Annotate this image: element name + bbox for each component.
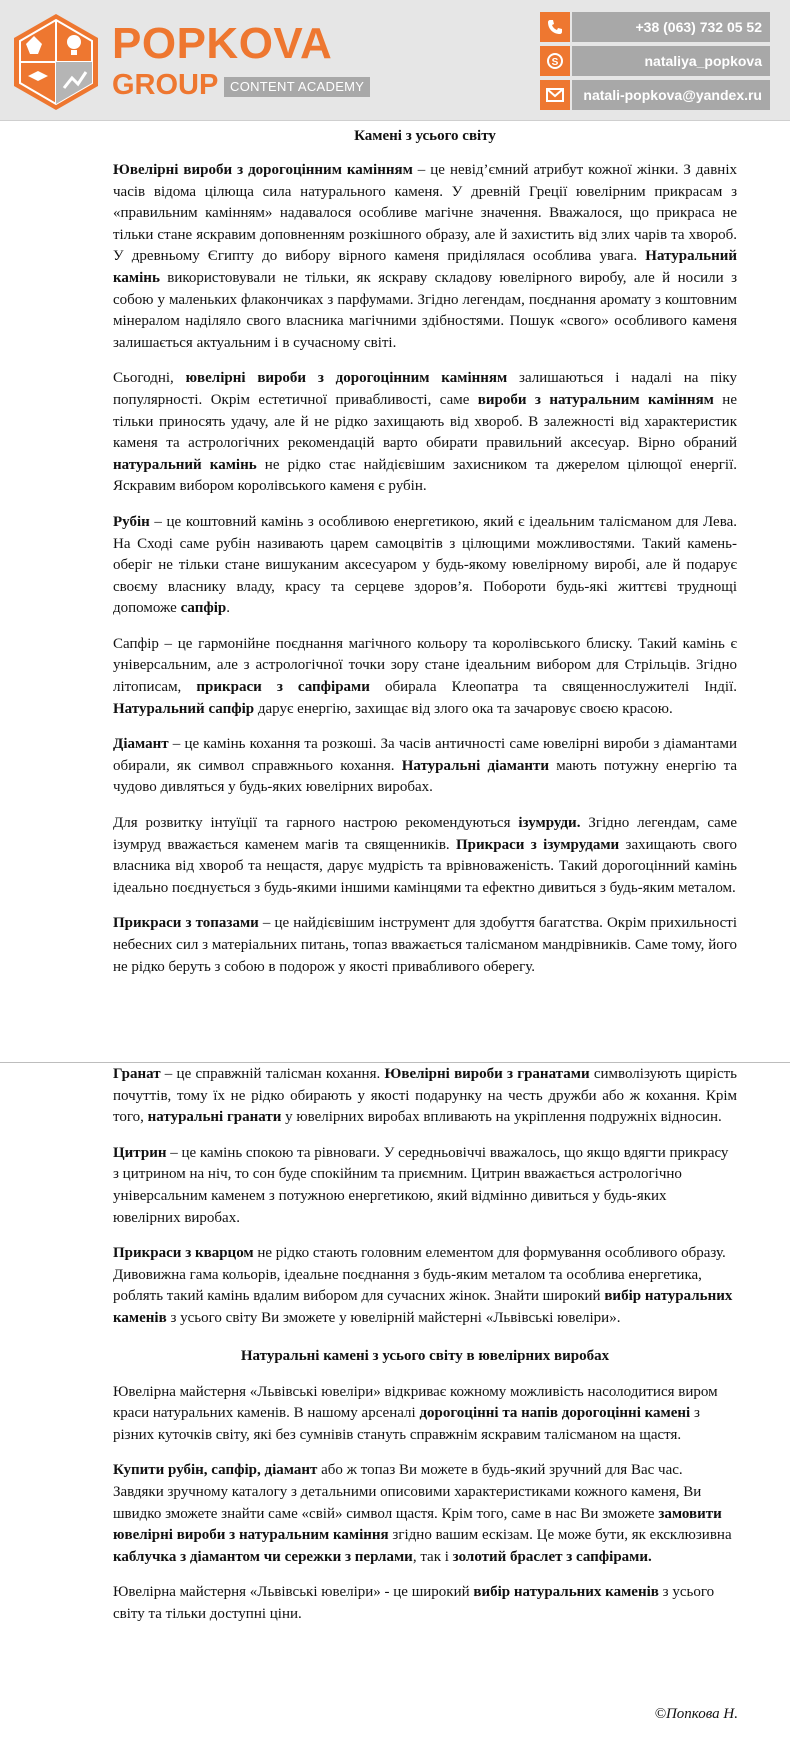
paragraph-sapphire: [113, 634, 737, 720]
paragraph-closing: [113, 1582, 737, 1625]
text: .: [226, 600, 231, 617]
text: захищають свого власника від хвороб та нещастя, дарує мудрість та врівноваженість. Такий дорогоцінний камінь ідеально поєднується з будь-якими іншими камінцями та ефектно дивиться з будь-яким металом.: [113, 836, 738, 896]
text: з усього світу Ви зможете у ювелірній майстерні «Львівські ювеліри».: [166, 1309, 621, 1326]
bold-text: натуральний камінь: [113, 456, 257, 473]
text: або ж топаз Ви можете в будь-який зручний для Вас час. Завдяки зручному каталогу з детальними описовими характеристиками кожного каменя, Ви швидко зможете знайти саме «свій» символ щастя. Крім того, саме в нас Ви зможете: [113, 1462, 702, 1522]
text: – це справжній талісман кохання.: [160, 1066, 385, 1082]
article-part-two: [113, 1064, 737, 1639]
email-address: natali-popkova@yandex.ru: [572, 80, 770, 110]
brand-tagline: CONTENT ACADEMY: [224, 77, 370, 97]
paragraph-buy: [113, 1460, 737, 1568]
text: не тільки приносять удачу, але й не рідко захищають від хвороб. В залежності від характеристик каменя та астрологічних рекомендацій варто обирати правильний аксесуар. Вірно обраний: [113, 391, 737, 452]
text: використовували не тільки, як яскраву складову ювелірного виробу, але й носили з собою у маленьких флакончиках з парфумами. Згідно легендам, поєднання аромату з коштовним мінералом наділяло свого власника магічними здібностями. Пошук «свого» особливого каменя залишається актуальним і в сучасному світі.: [113, 269, 737, 351]
paragraph-diamond: [113, 734, 737, 799]
phone-number: +38 (063) 732 05 52: [572, 12, 770, 42]
paragraph-citrine: [113, 1143, 737, 1229]
text: – це коштовний камінь з особливою енергетикою, який є ідеальним талісманом для Лева. На Сході саме рубін називають царем самоцвітів з цілющими можливостями. Такий камень-оберіг не тільки стане вишуканим аксесуаром у будь-якому ювелірному виробі, але й подарує своєму власнику владу, красу та серцеве здоров’я. Побороти будь-які життєві труднощі допоможе: [113, 513, 737, 617]
bold-text: Натуральний камінь: [113, 248, 737, 286]
header: [0, 0, 790, 121]
popkova-logo-icon: [14, 14, 98, 110]
paragraph-jewelry-intro: [113, 160, 737, 354]
paragraph-today: [113, 368, 737, 498]
paragraph-ruby: [113, 512, 737, 620]
text: мають потужну енергію та чудово дивляться у будь-яких ювелірних виробах.: [113, 757, 737, 796]
text: – це камінь спокою та рівноваги. У середньовіччі вважалось, що якщо вдягти прикрасу з цитрином на ніч, то сон буде спокійним та приємним. Цитрин вважається астрологічно універсальним каменем з потужною енергетикою, який відмінно дивиться у будь-яких ювелірних виробах.: [113, 1144, 729, 1226]
article-title: Камені з усього світу: [354, 128, 496, 144]
bold-text: ізумруди.: [518, 815, 581, 832]
text: залишаються і надалі на піку популярності. Окрім естетичної привабливості, саме: [113, 370, 738, 408]
bold-text: ювелірні вироби з дорогоцінним камінням: [185, 370, 508, 387]
paragraph-quartz: [113, 1243, 737, 1329]
bold-text: Прикраси з ізумрудами: [456, 836, 620, 853]
text: – це невід’ємний атрибут кожної жінки. З давніх часів відома цілюща сила натурального каменя. У древній Греції ювелірним прикрасам з «правильним камінням» надавалося особливе магічне значення. Вважалося, що прикраса не тільки стане яскравим доповненням розкішного образу, але й захистить від злих чарів та хвороб. У древньому Єгипту до вибору вірного каменя приділялася особлива увага.: [113, 162, 737, 265]
contact-phone[interactable]: [540, 12, 774, 42]
bold-text: дорогоцінні та напів дорогоцінні камені: [419, 1405, 691, 1422]
text: дарує енергію, захищає від злого ока та зачаровує своєю красою.: [254, 700, 673, 717]
text: Ювелірна майстерня «Львівські ювеліри» відкриває кожному можливість насолодитися виром краси натуральних каменів. В нашому арсеналі: [113, 1383, 718, 1422]
paragraph-garnet: [113, 1064, 737, 1129]
text: Сапфір – це гармонійне поєднання магічного кольору та королівського блиску. Такий камінь є універсальним, але з астрологічної точки зору стане ідеальним вибором для Стрільців. Згідно літописам,: [113, 635, 737, 696]
bold-text: Натуральний сапфір: [113, 700, 255, 717]
skype-handle: nataliya_popkova: [572, 46, 770, 76]
bold-text: прикраси з сапфірами: [196, 679, 370, 696]
bold-text: Цитрин: [113, 1144, 167, 1161]
text: Сьогодні,: [113, 370, 186, 387]
bold-text: Ювелірні вироби з дорогоцінним камінням: [113, 162, 413, 178]
bold-text: Ювелірні вироби з гранатами: [384, 1066, 590, 1082]
text: Для розвитку інтуїції та гарного настрою рекомендуються: [113, 815, 519, 832]
paragraph-workshop: [113, 1382, 737, 1447]
text: з усього світу та тільки доступні ціни.: [113, 1584, 715, 1622]
bold-text: сапфір: [180, 600, 227, 617]
brand-group: GROUP: [112, 69, 219, 101]
bold-text: натуральні гранати: [147, 1109, 282, 1126]
section-subtitle: Натуральні камені з усього світу в ювелірних виробах: [240, 1347, 610, 1364]
article: [113, 120, 738, 1622]
bold-text: Натуральні діаманти: [401, 757, 550, 774]
bold-text: Прикраси з кварцом: [113, 1245, 254, 1262]
brand-name: POPKOVA: [112, 19, 333, 68]
bold-text: Гранат: [113, 1066, 161, 1082]
text: обирала Клеопатра та священнослужителі Індії.: [369, 679, 737, 696]
text: , так і: [412, 1548, 453, 1565]
text: – це найдієвішим інструмент для здобуття багатства. Окрім прихильності небесних сил з матеріальних питань, топаз вважається талісманом мандрівників. Саме тому, його не рідко беруть з собою в подорож у якості привабливого оберегу.: [113, 915, 738, 975]
svg-text:S: S: [551, 57, 559, 68]
contact-skype[interactable]: [540, 46, 774, 76]
paragraph-emerald: [113, 813, 737, 899]
bold-text: замовити ювелірні вироби з натуральним каміння: [113, 1505, 722, 1544]
bold-text: Купити рубін, сапфір, діамант: [113, 1462, 318, 1479]
bold-text: золотий браслет з сапфірами.: [452, 1548, 652, 1565]
paragraph-topaz: [113, 913, 737, 978]
bold-text: каблучка з діамантом чи сережки з перлами: [113, 1548, 413, 1565]
text: не рідко стають головним елементом для формування особливого образу. Дивовижна гама кольорів, ідеальне поєднання з будь-яким металом та особлива енергетика, роблять такий камінь вдалим вибором для сучасних жінок. Знайти широкий: [113, 1245, 726, 1305]
bold-text: Рубін: [113, 513, 150, 530]
text: не рідко стає найдієвішим захисником та джерелом цілющої енергії. Яскравим вибором королівського каменя є рубін.: [113, 456, 737, 495]
copyright: ©Попкова Н.: [654, 1706, 738, 1722]
phone-icon: [540, 12, 570, 42]
page-divider: [0, 1062, 790, 1063]
text: символізують щирість почуттів, тому їх не рідко обирають у якості подарунку на честь дружби або ж кохання. Крім того,: [113, 1066, 737, 1126]
text: згідно вашим ескізам. Це може бути, як ексклюзивна: [388, 1527, 732, 1544]
bold-text: Діамант: [113, 736, 169, 753]
bold-text: Прикраси з топазами: [113, 915, 259, 932]
text: з різних куточків світу, які без сумнівів стануть справжнім яскравим талісманом на щастя.: [113, 1405, 700, 1443]
skype-icon: [540, 46, 570, 76]
bold-text: вибір натуральних каменів: [113, 1288, 733, 1326]
contact-email[interactable]: [540, 80, 774, 110]
text: Ювелірна майстерня «Львівські ювеліри» - це широкий: [113, 1584, 474, 1601]
bold-text: вибір натуральних каменів: [473, 1584, 659, 1601]
text: – це камінь кохання та розкоші. За часів античності саме ювелірні вироби з діамантами обирали, як символ справжнього кохання.: [113, 736, 737, 774]
mail-icon: [540, 80, 570, 110]
text: Згідно легендам, саме ізумруд вважається каменем магів та священників.: [113, 815, 737, 853]
text: у ювелірних виробах впливають на укріплення подружніх відносин.: [281, 1109, 722, 1126]
bold-text: вироби з натуральним камінням: [477, 391, 714, 408]
